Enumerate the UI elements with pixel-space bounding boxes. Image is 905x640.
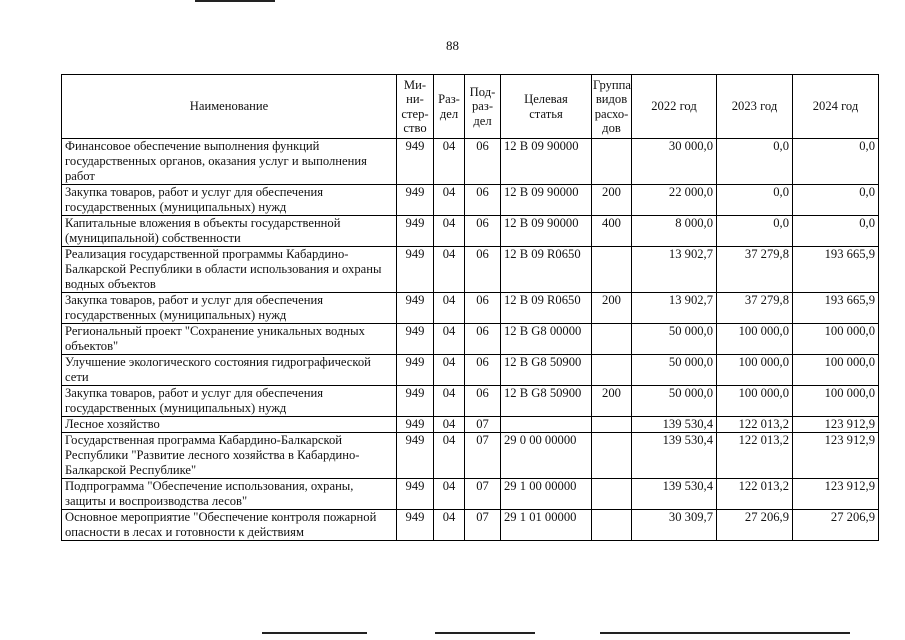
cell-2023: 122 013,2 xyxy=(717,433,793,479)
table-row xyxy=(62,324,879,355)
cell-name: Закупка товаров, работ и услуг для обеспечения государственных (муниципальных) нужд xyxy=(62,386,397,417)
cell-ministry: 949 xyxy=(397,355,434,386)
cell-2023: 100 000,0 xyxy=(717,355,793,386)
table-row xyxy=(62,293,879,324)
cell-section: 04 xyxy=(434,479,465,510)
cell-2024: 193 665,9 xyxy=(793,293,879,324)
cell-target: 12 В 09 R0650 xyxy=(501,247,592,293)
cell-target: 12 В G8 50900 xyxy=(501,355,592,386)
header-2022: 2022 год xyxy=(632,75,717,139)
cell-ministry: 949 xyxy=(397,479,434,510)
cell-name: Улучшение экологического состояния гидрографической сети xyxy=(62,355,397,386)
cell-2024: 100 000,0 xyxy=(793,355,879,386)
cell-2024: 123 912,9 xyxy=(793,417,879,433)
cell-ministry: 949 xyxy=(397,293,434,324)
cell-2023: 122 013,2 xyxy=(717,417,793,433)
cell-name: Региональный проект "Сохранение уникальных водных объектов" xyxy=(62,324,397,355)
cell-2023: 0,0 xyxy=(717,216,793,247)
cell-ministry: 949 xyxy=(397,417,434,433)
cell-2022: 139 530,4 xyxy=(632,433,717,479)
header-ministry: Ми- ни- стер- ство xyxy=(397,75,434,139)
table-row xyxy=(62,139,879,185)
header-name: Наименование xyxy=(62,75,397,139)
cell-subsection: 07 xyxy=(465,479,501,510)
cell-section: 04 xyxy=(434,355,465,386)
cell-ministry: 949 xyxy=(397,386,434,417)
cell-2023: 100 000,0 xyxy=(717,386,793,417)
header-section: Раз- дел xyxy=(434,75,465,139)
table-row xyxy=(62,355,879,386)
cell-2022: 50 000,0 xyxy=(632,324,717,355)
cell-target: 29 1 01 00000 xyxy=(501,510,592,541)
cell-2022: 13 902,7 xyxy=(632,293,717,324)
bottom-rule xyxy=(600,632,850,634)
table-row xyxy=(62,510,879,541)
cell-section: 04 xyxy=(434,293,465,324)
table-row xyxy=(62,247,879,293)
cell-target xyxy=(501,417,592,433)
cell-section: 04 xyxy=(434,324,465,355)
cell-expense-group xyxy=(592,247,632,293)
cell-target: 12 В 09 90000 xyxy=(501,139,592,185)
cell-name: Основное мероприятие "Обеспечение контроля пожарной опасности в лесах и готовности к действиям xyxy=(62,510,397,541)
cell-subsection: 06 xyxy=(465,216,501,247)
cell-2024: 0,0 xyxy=(793,139,879,185)
table-row xyxy=(62,479,879,510)
cell-subsection: 06 xyxy=(465,247,501,293)
cell-2024: 0,0 xyxy=(793,216,879,247)
cell-target: 12 В 09 90000 xyxy=(501,185,592,216)
cell-name: Подпрограмма "Обеспечение использования, охраны, защиты и воспроизводства лесов" xyxy=(62,479,397,510)
cell-target: 29 1 00 00000 xyxy=(501,479,592,510)
cell-2023: 122 013,2 xyxy=(717,479,793,510)
header-subsection: Под- раз- дел xyxy=(465,75,501,139)
cell-name: Капитальные вложения в объекты государственной (муниципальной) собственности xyxy=(62,216,397,247)
table-row xyxy=(62,433,879,479)
header-target: Целевая статья xyxy=(501,75,592,139)
cell-subsection: 06 xyxy=(465,386,501,417)
cell-2024: 100 000,0 xyxy=(793,386,879,417)
cell-target: 12 В 09 90000 xyxy=(501,216,592,247)
cell-name: Государственная программа Кабардино-Балкарской Республики "Развитие лесного хозяйства в Кабардино-Балкарской Республике" xyxy=(62,433,397,479)
cell-ministry: 949 xyxy=(397,216,434,247)
header-2023: 2023 год xyxy=(717,75,793,139)
cell-2022: 139 530,4 xyxy=(632,417,717,433)
cell-expense-group xyxy=(592,433,632,479)
top-rule xyxy=(195,0,275,2)
cell-target: 12 В G8 00000 xyxy=(501,324,592,355)
cell-2022: 50 000,0 xyxy=(632,355,717,386)
cell-2023: 27 206,9 xyxy=(717,510,793,541)
budget-table xyxy=(61,74,879,541)
cell-ministry: 949 xyxy=(397,185,434,216)
cell-2022: 50 000,0 xyxy=(632,386,717,417)
cell-expense-group: 200 xyxy=(592,185,632,216)
cell-2023: 0,0 xyxy=(717,185,793,216)
cell-ministry: 949 xyxy=(397,433,434,479)
cell-subsection: 07 xyxy=(465,510,501,541)
cell-subsection: 06 xyxy=(465,355,501,386)
cell-subsection: 07 xyxy=(465,417,501,433)
cell-target: 12 В 09 R0650 xyxy=(501,293,592,324)
cell-2024: 193 665,9 xyxy=(793,247,879,293)
cell-2024: 123 912,9 xyxy=(793,479,879,510)
cell-name: Закупка товаров, работ и услуг для обеспечения государственных (муниципальных) нужд xyxy=(62,185,397,216)
bottom-rule xyxy=(262,632,367,634)
cell-section: 04 xyxy=(434,386,465,417)
cell-expense-group xyxy=(592,139,632,185)
cell-expense-group xyxy=(592,324,632,355)
cell-2023: 0,0 xyxy=(717,139,793,185)
cell-expense-group xyxy=(592,355,632,386)
cell-2023: 37 279,8 xyxy=(717,293,793,324)
bottom-rule xyxy=(435,632,535,634)
cell-2024: 27 206,9 xyxy=(793,510,879,541)
cell-2022: 22 000,0 xyxy=(632,185,717,216)
cell-2023: 37 279,8 xyxy=(717,247,793,293)
table-row xyxy=(62,386,879,417)
cell-subsection: 06 xyxy=(465,324,501,355)
cell-2022: 13 902,7 xyxy=(632,247,717,293)
cell-target: 12 В G8 50900 xyxy=(501,386,592,417)
header-expense-group: Группа видов расхо- дов xyxy=(592,75,632,139)
cell-subsection: 06 xyxy=(465,293,501,324)
cell-ministry: 949 xyxy=(397,510,434,541)
cell-section: 04 xyxy=(434,417,465,433)
cell-subsection: 06 xyxy=(465,139,501,185)
cell-expense-group: 200 xyxy=(592,386,632,417)
header-2024: 2024 год xyxy=(793,75,879,139)
page-number: 88 xyxy=(446,38,459,53)
cell-section: 04 xyxy=(434,139,465,185)
cell-ministry: 949 xyxy=(397,247,434,293)
table-row xyxy=(62,185,879,216)
cell-2022: 30 000,0 xyxy=(632,139,717,185)
table-header-row xyxy=(62,75,879,139)
cell-name: Лесное хозяйство xyxy=(62,417,397,433)
cell-section: 04 xyxy=(434,433,465,479)
cell-name: Реализация государственной программы Кабардино-Балкарской Республики в области использования и охраны водных объектов xyxy=(62,247,397,293)
cell-name: Закупка товаров, работ и услуг для обеспечения государственных (муниципальных) нужд xyxy=(62,293,397,324)
cell-expense-group xyxy=(592,417,632,433)
cell-expense-group: 400 xyxy=(592,216,632,247)
cell-ministry: 949 xyxy=(397,139,434,185)
cell-2024: 0,0 xyxy=(793,185,879,216)
cell-section: 04 xyxy=(434,247,465,293)
table-row xyxy=(62,417,879,433)
cell-subsection: 07 xyxy=(465,433,501,479)
cell-2023: 100 000,0 xyxy=(717,324,793,355)
cell-expense-group: 200 xyxy=(592,293,632,324)
cell-2022: 30 309,7 xyxy=(632,510,717,541)
cell-2022: 139 530,4 xyxy=(632,479,717,510)
cell-ministry: 949 xyxy=(397,324,434,355)
cell-section: 04 xyxy=(434,510,465,541)
cell-section: 04 xyxy=(434,216,465,247)
cell-2024: 123 912,9 xyxy=(793,433,879,479)
cell-target: 29 0 00 00000 xyxy=(501,433,592,479)
cell-expense-group xyxy=(592,510,632,541)
cell-section: 04 xyxy=(434,185,465,216)
cell-2022: 8 000,0 xyxy=(632,216,717,247)
table-row xyxy=(62,216,879,247)
cell-expense-group xyxy=(592,479,632,510)
cell-name: Финансовое обеспечение выполнения функций государственных органов, оказания услуг и выполнения работ xyxy=(62,139,397,185)
cell-2024: 100 000,0 xyxy=(793,324,879,355)
cell-subsection: 06 xyxy=(465,185,501,216)
